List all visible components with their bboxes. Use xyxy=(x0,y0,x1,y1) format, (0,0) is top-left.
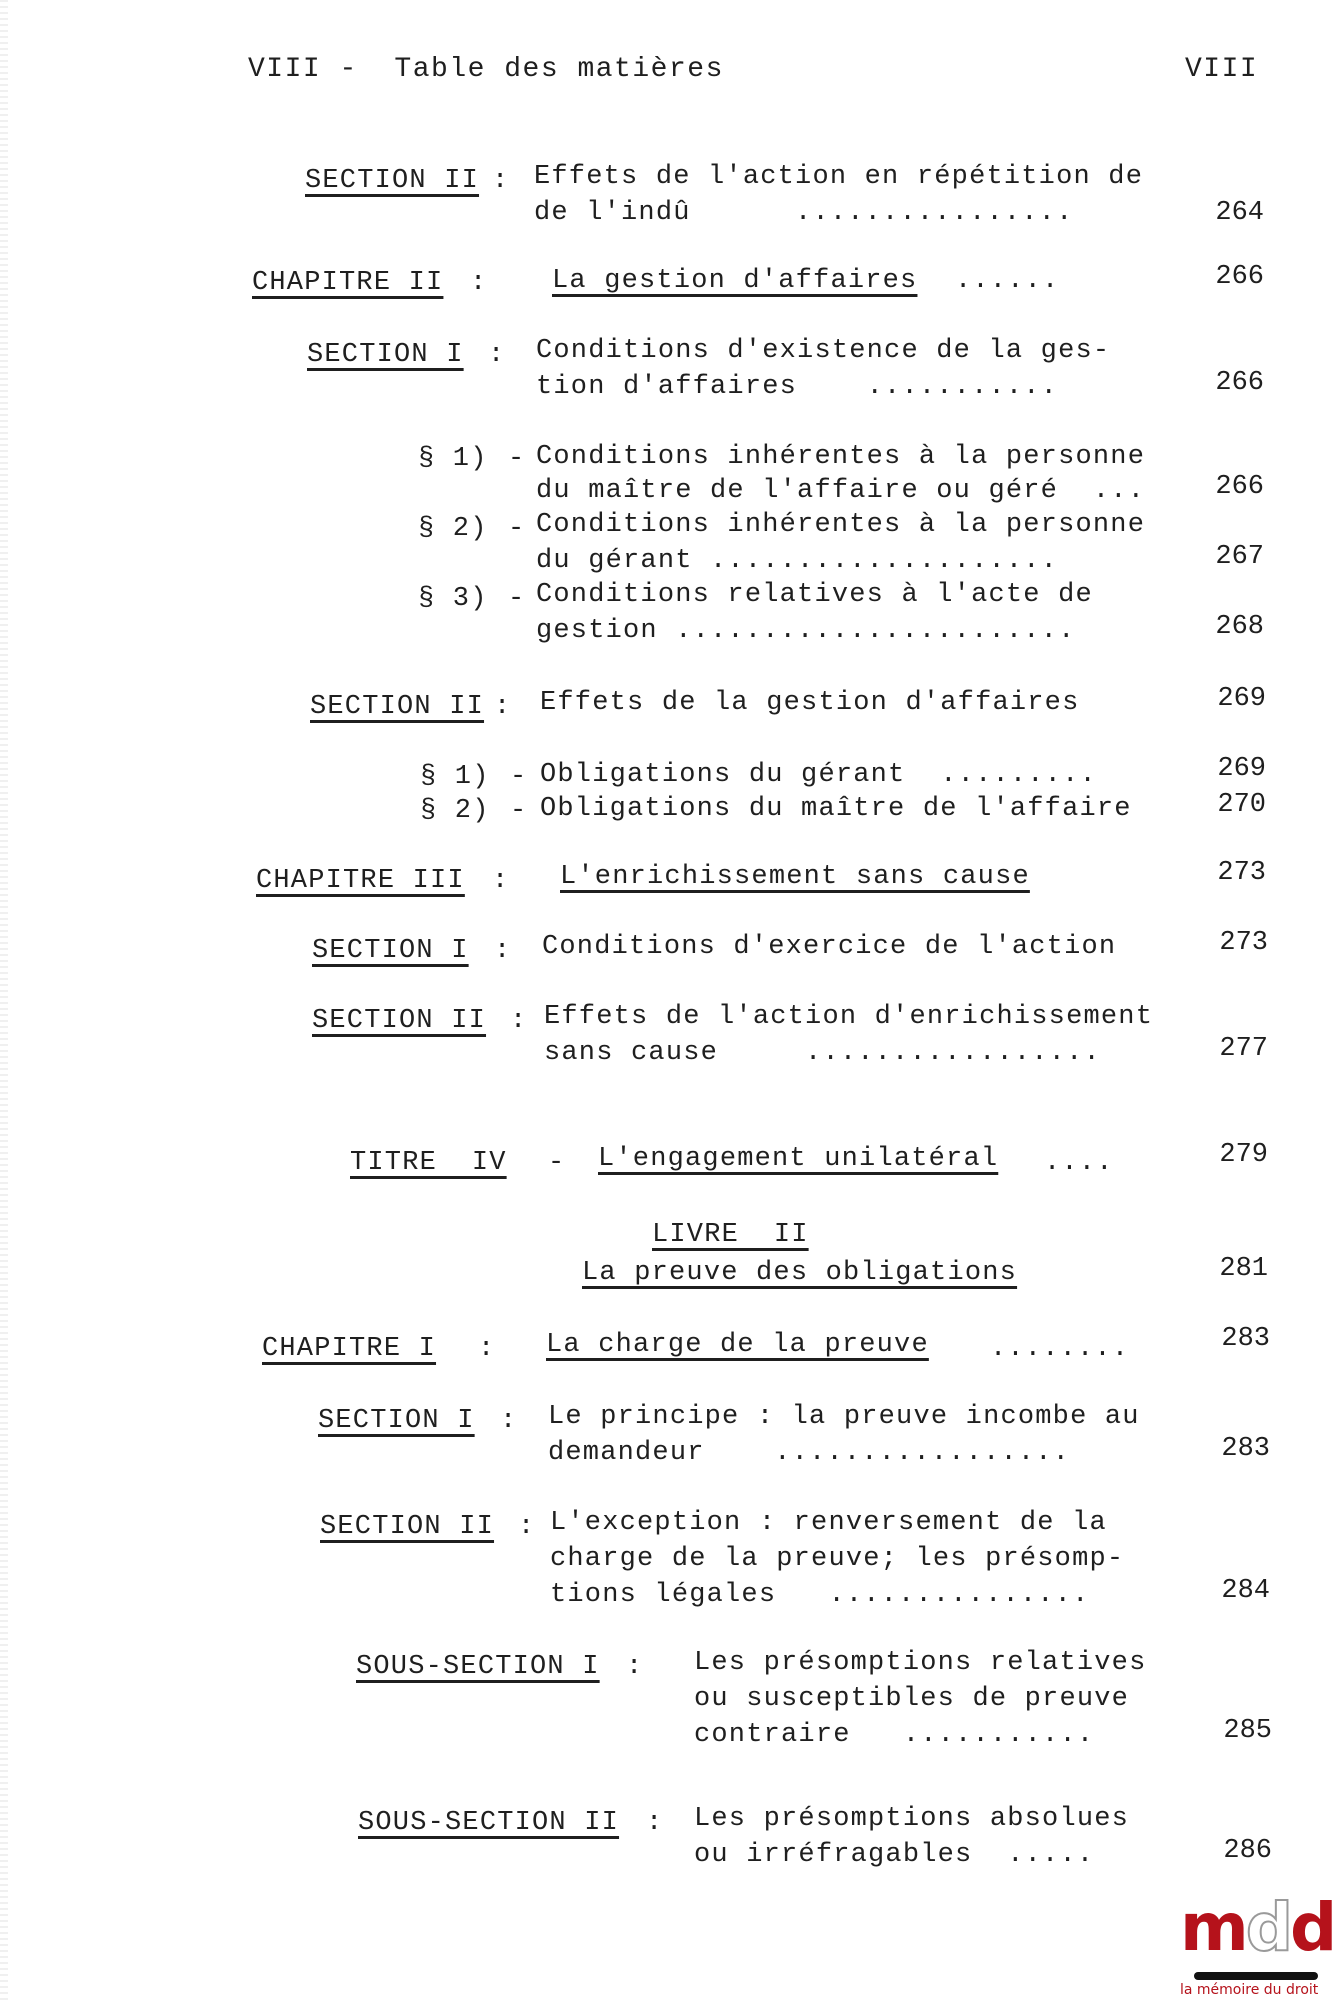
toc-page-number: 269 xyxy=(1217,684,1266,714)
toc-line: Conditions relatives à l'acte de xyxy=(536,580,1093,610)
scan-edge xyxy=(0,0,8,2000)
toc-paragraph-label: § 2) xyxy=(418,514,488,544)
toc-page-number: 273 xyxy=(1219,928,1268,958)
toc-separator: : xyxy=(470,268,488,298)
toc-line: gestion ....................... xyxy=(536,616,1076,646)
toc-label: CHAPITRE III xyxy=(256,866,465,896)
toc-line: Obligations du gérant ......... xyxy=(540,760,1097,790)
toc-separator: - xyxy=(510,796,528,826)
toc-leader: ........ xyxy=(990,1334,1130,1364)
toc-label: CHAPITRE I xyxy=(262,1334,437,1364)
toc-livre-label: LIVRE II xyxy=(652,1220,809,1250)
toc-page-number: 266 xyxy=(1215,472,1264,502)
toc-line: Conditions inhérentes à la personne xyxy=(536,442,1146,472)
toc-label: SOUS-SECTION I xyxy=(356,1652,600,1682)
toc-separator: - xyxy=(548,1148,566,1178)
toc-separator: - xyxy=(508,514,526,544)
toc-label: SECTION I xyxy=(307,340,464,370)
toc-label: CHAPITRE II xyxy=(252,268,444,298)
toc-line: charge de la preuve; les présomp- xyxy=(550,1544,1125,1574)
logo-tagline: la mémoire du droit xyxy=(1180,1982,1319,1998)
toc-label: SECTION II xyxy=(320,1512,495,1542)
toc-line: tions légales ............... xyxy=(550,1580,1090,1610)
toc-leader: ...... xyxy=(955,266,1060,296)
toc-line: L'exception : renversement de la xyxy=(550,1508,1107,1538)
toc-page-number: 273 xyxy=(1217,858,1266,888)
toc-separator: - xyxy=(510,762,528,792)
toc-label: SECTION II xyxy=(305,166,480,196)
toc-line: Les présomptions absolues xyxy=(694,1804,1130,1834)
toc-page-number: 283 xyxy=(1221,1324,1270,1354)
toc-line: sans cause ................. xyxy=(544,1038,1101,1068)
logo-underline-bar xyxy=(1194,1972,1318,1980)
toc-separator: : xyxy=(494,936,512,966)
toc-page-number: 266 xyxy=(1215,368,1264,398)
toc-separator: : xyxy=(518,1512,536,1542)
toc-leader: .... xyxy=(1044,1148,1114,1178)
toc-line: Effets de l'action d'enrichissement xyxy=(544,1002,1154,1032)
toc-page-number: 270 xyxy=(1217,790,1266,820)
toc-paragraph-label: § 3) xyxy=(418,584,488,614)
toc-line: Le principe : la preuve incombe au xyxy=(548,1402,1140,1432)
toc-line: tion d'affaires ........... xyxy=(536,372,1059,402)
toc-page-number: 269 xyxy=(1217,754,1266,784)
toc-line: Les présomptions relatives xyxy=(694,1648,1147,1678)
toc-line: du maître de l'affaire ou géré ... xyxy=(536,476,1146,506)
toc-title: La charge de la preuve xyxy=(546,1330,929,1360)
toc-paragraph-label: § 1) xyxy=(420,762,490,792)
toc-separator: : xyxy=(492,166,510,196)
toc-page-number: 268 xyxy=(1215,612,1264,642)
toc-page-number: 281 xyxy=(1219,1254,1268,1284)
toc-separator: : xyxy=(626,1652,644,1682)
toc-label: SECTION II xyxy=(310,692,485,722)
toc-title: L'engagement unilatéral xyxy=(598,1144,999,1174)
toc-title: L'enrichissement sans cause xyxy=(560,862,1030,892)
toc-line: du gérant .................... xyxy=(536,546,1059,576)
toc-label: SECTION I xyxy=(318,1406,475,1436)
toc-label: SOUS-SECTION II xyxy=(358,1808,620,1838)
toc-page-number: 277 xyxy=(1219,1034,1268,1064)
toc-page-number: 283 xyxy=(1221,1434,1270,1464)
toc-line: Effets de la gestion d'affaires xyxy=(540,688,1080,718)
toc-title: La gestion d'affaires xyxy=(552,266,918,296)
toc-line: demandeur ................. xyxy=(548,1438,1071,1468)
toc-label: SECTION I xyxy=(312,936,469,966)
toc-line: contraire ........... xyxy=(694,1720,1095,1750)
toc-separator: : xyxy=(646,1808,664,1838)
toc-page-number: 264 xyxy=(1215,198,1264,228)
toc-line: de l'indû ................ xyxy=(534,198,1074,228)
toc-line: Conditions d'existence de la ges- xyxy=(536,336,1111,366)
toc-title: La preuve des obligations xyxy=(582,1258,1018,1288)
toc-separator: : xyxy=(510,1006,528,1036)
toc-page-number: 266 xyxy=(1215,262,1264,292)
page-header-title: VIII - Table des matières xyxy=(248,54,724,85)
toc-page-number: 285 xyxy=(1223,1716,1272,1746)
toc-separator: : xyxy=(492,866,510,896)
toc-line: ou irréfragables ..... xyxy=(694,1840,1095,1870)
page-header-number: VIII xyxy=(1185,54,1259,85)
toc-line: Obligations du maître de l'affaire xyxy=(540,794,1132,824)
toc-line: Conditions d'exercice de l'action xyxy=(542,932,1117,962)
toc-separator: : xyxy=(500,1406,518,1436)
toc-label: SECTION II xyxy=(312,1006,487,1036)
toc-page-number: 286 xyxy=(1223,1836,1272,1866)
toc-separator: : xyxy=(488,340,506,370)
toc-separator: : xyxy=(494,692,512,722)
toc-line: Conditions inhérentes à la personne xyxy=(536,510,1146,540)
mdd-logo-mark: mdd xyxy=(1180,1889,1335,1966)
toc-line: Effets de l'action en répétition de xyxy=(534,162,1144,192)
toc-separator: : xyxy=(478,1334,496,1364)
toc-line: ou susceptibles de preuve xyxy=(694,1684,1130,1714)
toc-label: TITRE IV xyxy=(350,1148,507,1178)
toc-page-number: 267 xyxy=(1215,542,1264,572)
toc-paragraph-label: § 2) xyxy=(420,796,490,826)
toc-page-number: 279 xyxy=(1219,1140,1268,1170)
toc-page-number: 284 xyxy=(1221,1576,1270,1606)
toc-separator: - xyxy=(508,584,526,614)
toc-separator: - xyxy=(508,444,526,474)
toc-paragraph-label: § 1) xyxy=(418,444,488,474)
mdd-logo xyxy=(1172,1888,1335,2000)
